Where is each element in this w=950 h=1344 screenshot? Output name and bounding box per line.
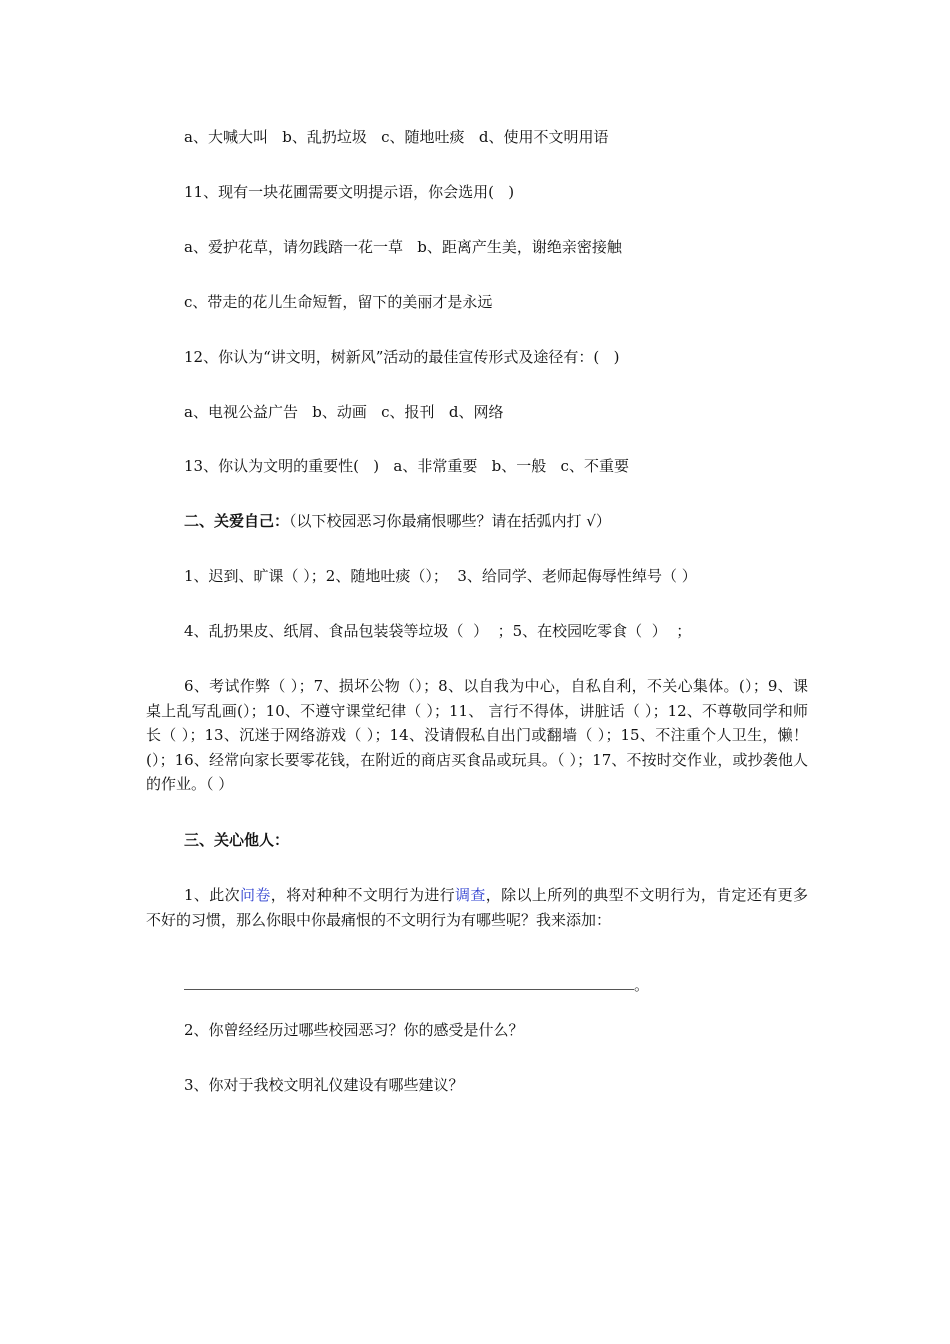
questionnaire-link[interactable]: 问卷: [239, 886, 271, 904]
question-s3-3: 3、你对于我校文明礼仪建设有哪些建议？: [184, 1076, 464, 1094]
section-2-note: （以下校园恶习你最痛恨哪些？请在括弧内打 √）: [289, 512, 611, 530]
option-line-10: a、大喊大叫 b、乱扔垃圾 c、随地吐痰 d、使用不文明用语: [184, 128, 609, 146]
habit-line-1: 1、迟到、旷课（ ）；2、随地吐痰（）； 3、给同学、老师起侮辱性绰号（ ）: [184, 567, 697, 585]
answer-underline[interactable]: [184, 979, 634, 990]
question-11: 11、现有一块花圃需要文明提示语，你会选用( ): [184, 183, 515, 201]
survey-link[interactable]: 调查: [455, 886, 486, 904]
habit-line-2: 4、乱扔果皮、纸屑、食品包装袋等垃圾（ ） ；5、在校园吃零食（ ） ；: [184, 622, 692, 640]
section-3-heading: 三、关心他人：: [184, 831, 290, 849]
q1-text-b: ，将对种种不文明行为进行: [270, 886, 456, 904]
question-s3-1: [146, 883, 808, 932]
section-2-heading: 二、关爱自己：: [184, 512, 290, 530]
question-13: 13、你认为文明的重要性( ) a、非常重要 b、一般 c、不重要: [184, 457, 629, 475]
q1-text-a: 1、此次: [184, 886, 240, 904]
habit-paragraph: 6、考试作弊（ ）；7、损坏公物（）；8、以自我为中心，自私自利，不关心集体。(）；9、课桌上乱写乱画(）；10、不遵守课堂纪律（ ）；11、 言行不得体，讲脏话（ ）；12、不尊敬同学和师长（ ）；13、沉迷于网络游戏（ ）；14、没请假私自出门或翻墙（ ）；15、不注重个人卫生，懒！(）；16、经常向家长要零花钱，在附近的商店买食品或玩具。（ ）；17、不按时交作业，或抄袭他人的作业。（ ）: [146, 677, 808, 793]
question-s3-2: 2、你曾经经历过哪些校园恶习？你的感受是什么？: [184, 1021, 524, 1039]
question-12: 12、你认为“讲文明，树新风”活动的最佳宣传形式及途径有：( ): [184, 348, 620, 366]
option-line-11b: c、带走的花儿生命短暂，留下的美丽才是永远: [184, 293, 493, 311]
answer-blank: [184, 975, 649, 995]
q1-text-c: ，除以上所列的典型不文明行为，肯定还有更多不好的习惯，那么你眼中你最痛恨的不文明行为有哪些呢？我来添加：: [146, 886, 808, 929]
section-2-title: [184, 511, 611, 531]
option-line-12: a、电视公益广告 b、动画 c、报刊 d、网络: [184, 403, 504, 421]
blank-end-mark: 。: [634, 976, 650, 994]
option-line-11a: a、爱护花草，请勿践踏一花一草 b、距离产生美，谢绝亲密接触: [184, 238, 622, 256]
